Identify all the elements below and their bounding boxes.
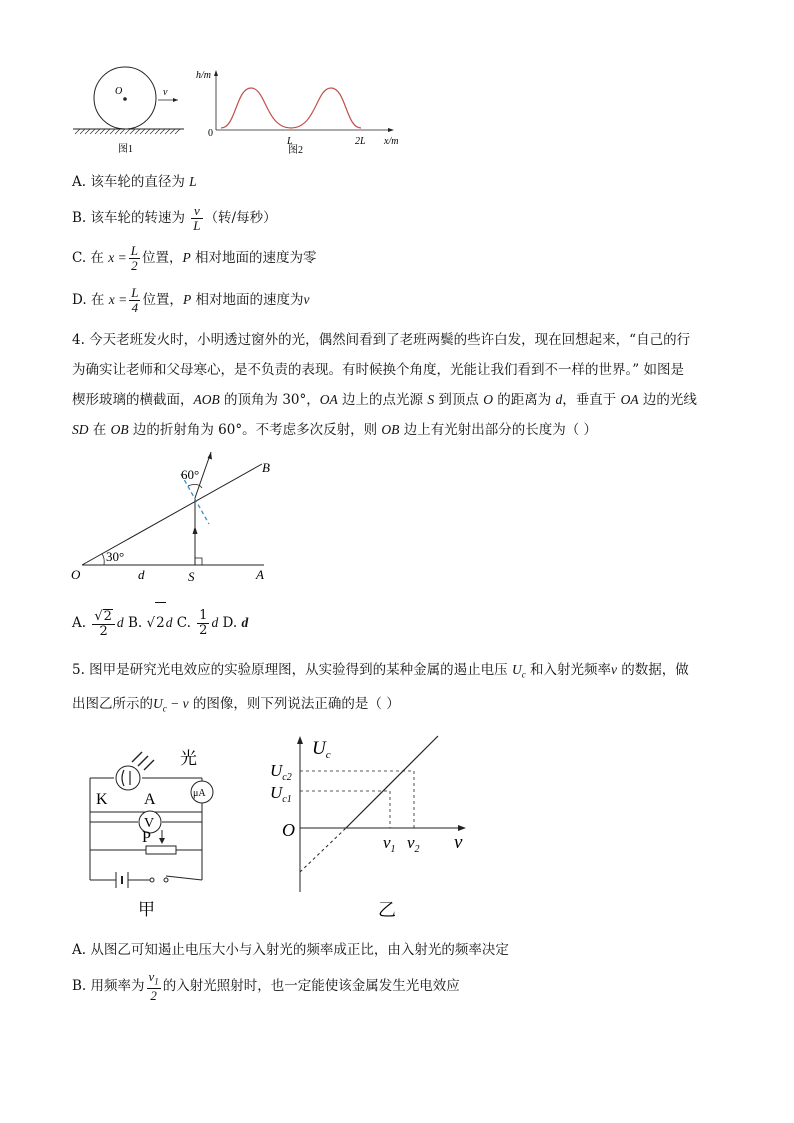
figure-2-caption: 图2 — [288, 145, 303, 156]
graph-line-dashed — [300, 828, 346, 872]
ray-SD-arrow — [193, 526, 198, 534]
fraction-v-over-L: $\frac{v}{L}$ — [193, 203, 201, 233]
rheostat — [146, 846, 176, 854]
light-rays-icon — [132, 752, 154, 770]
q3-option-d: D. 在 x = $\frac{L}{4}$ 位置，P 相对地面的速度为v — [72, 285, 310, 315]
q5-uc-graph — [266, 732, 476, 924]
label-light: 光 — [180, 749, 197, 768]
label-60: 60° — [181, 467, 200, 482]
q5-line-1: 5. 图甲是研究光电效应的实验原理图，从实验得到的某种金属的遏止电压 $U_c$ 和入射光频率ν 的数据，做 — [72, 662, 689, 680]
ground-hatching — [75, 129, 180, 134]
circuit-caption: 甲 — [138, 900, 155, 919]
switch-contact-2 — [164, 878, 168, 882]
right-angle-mark — [195, 558, 202, 565]
label-x: v — [454, 832, 463, 853]
fig2-tick-2L: 2L — [355, 136, 366, 147]
fig2-origin: 0 — [208, 128, 213, 139]
label-O: O — [71, 567, 81, 582]
graph-y-label: $U_c$ — [312, 738, 331, 761]
fig2-curve — [221, 88, 361, 128]
angle-arc-30 — [102, 554, 104, 565]
fraction-L-over-4: $\frac{L}{4}$ — [131, 285, 139, 315]
q5-option-b: B. 用频率为 $\frac{\nu_1}{2}$ 的入射光照射时，也一定能使该金属发生光电效应 — [72, 968, 460, 1004]
label-A: A — [256, 567, 264, 582]
q4-line-3: 楔形玻璃的横截面，AOB 的顶角为 30°，OA 边上的点光源 S 到顶点 O 的距离为 d，垂直于 OA 边的光线 — [72, 392, 697, 408]
fraction-1-over-2: $\frac{1}{2}$ — [199, 608, 208, 638]
label-d: d — [138, 567, 145, 582]
fig2-x-label: x/m — [384, 136, 399, 147]
figure-2-graph — [194, 66, 410, 158]
fraction-v1-over-2: $\frac{\nu_1}{2}$ — [148, 968, 159, 1004]
q3-option-a: A. 该车轮的直径为 L — [72, 174, 197, 190]
figure-1-wheel — [70, 66, 190, 158]
fig2-tick-L: L — [287, 136, 293, 147]
label-A: A — [144, 791, 156, 808]
label-P: P — [142, 829, 151, 846]
q4-options: A. $\frac{√2}{2}$ d B. √2d C. $\frac{1}{2}$ d D. d — [72, 602, 248, 642]
graph-line-solid — [346, 736, 438, 828]
figure-1-caption: 图1 — [118, 144, 133, 155]
q5-circuit-diagram — [80, 740, 245, 920]
q5-line-2: 出图乙所示的$U_c - \nu$ 的图像，则下列说法正确的是（ ） — [72, 696, 400, 714]
velocity-label: v — [163, 87, 168, 98]
label-B: B — [262, 460, 270, 475]
label-V: V — [144, 816, 155, 831]
switch-contact-1 — [150, 878, 154, 882]
q4-line-4: SD 在 OB 边的折射角为 60°。不考虑多次反射，则 OB 边上有光射出部分的长度为（ ） — [72, 422, 597, 438]
q3-option-c: C. 在 x = $\frac{L}{2}$ 位置，P 相对地面的速度为零 — [72, 243, 317, 273]
q5-option-a: A. 从图乙可知遏止电压大小与入射光的频率成正比，由入射光的频率决定 — [72, 942, 509, 958]
phototube — [116, 766, 140, 790]
fraction-L-over-2: $\frac{L}{2}$ — [130, 243, 138, 273]
label-v2: $v_2$ — [407, 833, 420, 855]
refracted-ray-arrow — [208, 452, 213, 460]
q4-wedge-diagram — [68, 450, 288, 588]
label-S: S — [188, 569, 195, 584]
label-30: 30° — [106, 549, 125, 564]
slider-arrow — [159, 838, 165, 844]
graph-caption: 乙 — [378, 900, 396, 920]
wheel-center-dot — [123, 97, 127, 101]
q3-option-b: B. 该车轮的转速为 $\frac{v}{L}$ （转/每秒） — [72, 203, 277, 233]
fig2-y-label: h/m — [196, 70, 211, 81]
label-v1: $v_1$ — [383, 833, 396, 855]
q4-line-1: 4. 今天老班发火时，小明透过窗外的光，偶然间看到了老班两鬓的些许白发，现在回想起来，“自己的行 — [72, 332, 691, 348]
label-uc2: $U_{c2}$ — [270, 761, 292, 783]
label-uA: μA — [193, 788, 206, 799]
label-uc1: $U_{c1}$ — [270, 783, 292, 805]
wheel-center-label: O — [115, 86, 123, 97]
q4-line-2: 为确实让老师和父母寒心，是不负责的表现。有时候换个角度，光能让我们看到不一样的世界。” 如图是 — [72, 362, 684, 378]
label-origin: O — [282, 820, 295, 840]
fraction-sqrt2-over-2: $\frac{√2}{2}$ — [92, 609, 115, 639]
label-K: K — [96, 791, 108, 808]
